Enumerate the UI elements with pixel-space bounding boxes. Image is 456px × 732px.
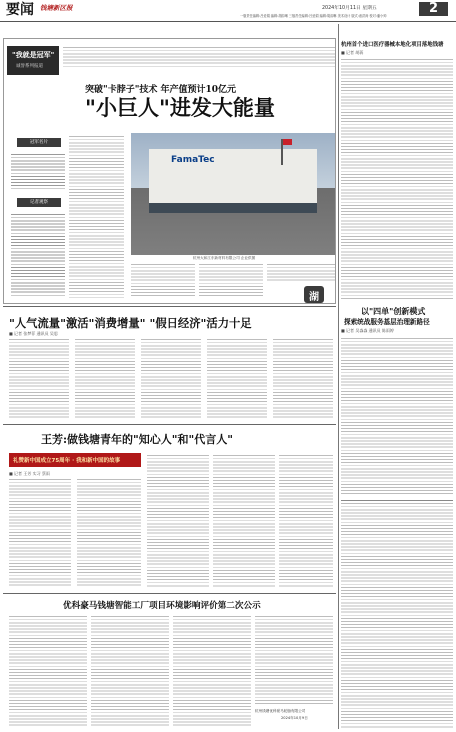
- middle-article-byline: ■ 记者 张梦菲 通讯员 吴思: [9, 331, 58, 336]
- right-second-headline-1: 以"四单"创新模式: [361, 306, 426, 316]
- profile-banner: 礼赞新中国成立75周年 · 我和新中国的故事: [13, 458, 121, 464]
- notice-col-1: [9, 614, 87, 726]
- middle-col-4: [207, 337, 267, 419]
- profile-col-2: [77, 477, 141, 587]
- middle-article-headline: "人气流量"激活"消费增量" "假日经济"活力十足: [9, 316, 252, 330]
- right-third-body: [341, 500, 453, 728]
- paper-logo: 钱塘新区报: [40, 4, 73, 12]
- notice: [3, 593, 336, 729]
- feature-headline: "小巨人"进发大能量: [85, 95, 275, 120]
- feature-kicker: 突破"卡脖子"技术 年产值预计10亿元: [85, 85, 237, 95]
- middle-col-3: [141, 337, 201, 419]
- right-article-headline: 杭州首个进口医疗器械本地化项目落地钱塘: [341, 42, 444, 48]
- banner-tag: "我就是冠军": [12, 51, 55, 59]
- right-second-headline-2: 探索统战服务基层治理新路径: [344, 318, 430, 326]
- notice-date: 2024年10月9日: [281, 716, 308, 720]
- profile-col-5: [279, 453, 333, 587]
- middle-col-1: [9, 337, 69, 419]
- section-title: 要闻: [6, 2, 34, 18]
- badge-text: 湖: [309, 292, 319, 303]
- profile-byline: ■ 记者 王芳 实习 蔡雨: [9, 471, 50, 476]
- feature-frame: [3, 38, 336, 304]
- notice-headline: 优科豪马钱塘智能工厂项目环境影响评价第二次公示: [63, 601, 261, 611]
- middle-article: [3, 306, 336, 421]
- middle-col-2: [75, 337, 135, 419]
- notice-contact: 杭州钱塘优科豪马轮胎有限公司: [255, 709, 306, 713]
- notice-col-2: [91, 614, 169, 726]
- profile-col-1: [9, 477, 71, 587]
- right-article: [341, 40, 453, 303]
- photo-caption: 杭州大和江东新材料有限公司 企业供图: [193, 256, 256, 260]
- label-champion-text: 冠军名片: [30, 140, 48, 145]
- right-article-byline: ■ 记者 胡蒋: [341, 50, 364, 55]
- masthead: [0, 0, 456, 22]
- profile-article: [3, 424, 336, 590]
- profile-col-3: [147, 453, 209, 587]
- date-line: 2024年10月11日 星期五: [322, 6, 377, 11]
- column-divider: [338, 24, 339, 729]
- right-second: [341, 306, 453, 496]
- right-second-body: [341, 336, 453, 494]
- banner-sub: 诚誉系列报道: [16, 64, 43, 69]
- notice-col-4: [255, 614, 333, 706]
- factory-sign: FamaTec: [171, 155, 215, 165]
- profile-headline: 王芳:做钱塘青年的"知心人"和"代言人": [41, 433, 233, 446]
- profile-col-4: [213, 453, 275, 587]
- right-second-byline: ■ 记者 吴淼淼 通讯员 陈雨婷: [341, 328, 394, 333]
- page-number: 2: [428, 1, 439, 16]
- right-article-body: [341, 57, 453, 301]
- label-reporter-text: 记者观察: [30, 200, 48, 205]
- middle-col-5: [273, 337, 333, 419]
- staff-line: 一版责任编辑:吕爱娟 编辑:胡韵琳 三版责任编辑:吕爱娟 编辑:胡韵琳 美术设计 版式:诸洪涛 校对:潘小帅: [240, 14, 387, 18]
- notice-col-3: [173, 614, 251, 726]
